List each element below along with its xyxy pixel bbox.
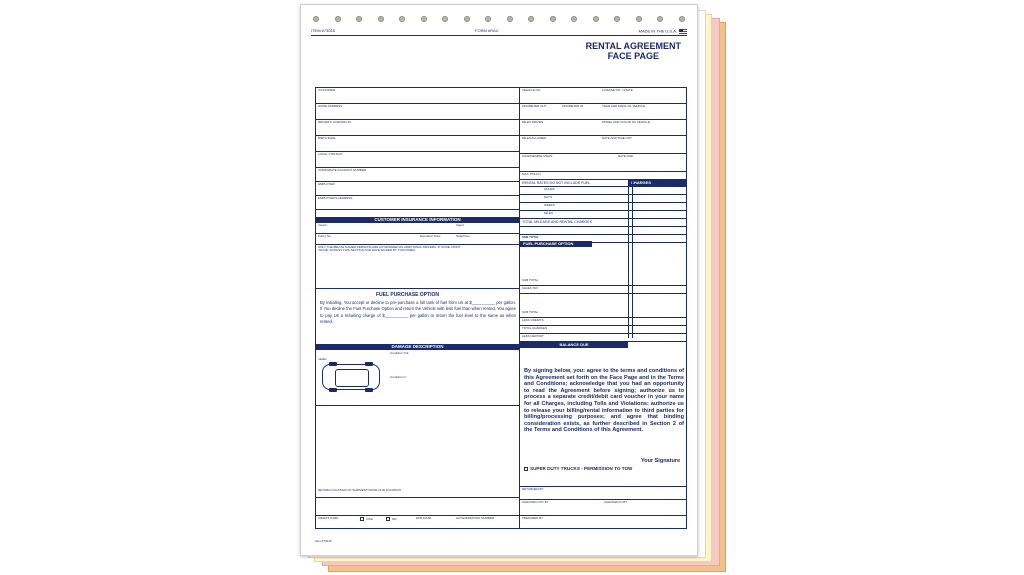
signature-line[interactable]: Your Signature xyxy=(640,458,680,464)
miles-driven-field[interactable]: MILES DRIVEN MODEL AND COLOR OF VEHICLE xyxy=(520,120,686,136)
payment-method-field[interactable]: CREDIT CARD VISA MC EXP. DATE AUTHORIZATION NUMBER xyxy=(318,516,495,521)
vehicle-number-field[interactable]: VEHICLE NO. LICENSE NO. / STATE xyxy=(520,88,686,104)
rate-hours[interactable]: HOURS xyxy=(520,187,686,195)
charge-row-sales-tax[interactable]: SALES TAX xyxy=(520,286,686,294)
us-flag-icon xyxy=(679,29,687,34)
checked-out-by-field[interactable]: CHECKED OUT BY CHECKED IN BY xyxy=(520,500,686,516)
charge-row-deposit[interactable]: LESS DEPOSIT xyxy=(520,334,686,342)
charge-row-subtotal[interactable]: SUB TOTAL xyxy=(520,278,686,286)
vehicle-condition-field[interactable] xyxy=(316,498,519,516)
form-stack xyxy=(300,4,698,564)
balance-due-header: BALANCE DUE xyxy=(520,342,628,348)
damage-section-header: DAMAGE DESCRIPTION xyxy=(316,344,519,350)
corporate-account-field[interactable]: CORPORATE ACCOUNT NUMBER xyxy=(316,168,519,182)
miles-allowed-field[interactable]: MILES ALLOWED DATE AND TIME OUT xyxy=(520,136,686,154)
local-contact-field[interactable]: LOCAL CONTACT xyxy=(316,152,519,168)
rate-weeks[interactable]: WEEKS xyxy=(520,203,686,211)
item-number: ITEM #73015 xyxy=(311,28,336,33)
refueling-row[interactable] xyxy=(520,227,686,235)
left-column xyxy=(316,88,520,528)
page-title: RENTAL AGREEMENT FACE PAGE xyxy=(585,41,681,61)
form-header xyxy=(311,29,687,36)
birth-date-field[interactable]: BIRTH DATE xyxy=(316,136,519,152)
home-address-field[interactable]: HOME ADDRESS xyxy=(316,104,519,120)
returned-by-field[interactable]: RETURNED BY xyxy=(520,486,686,500)
fuel-option-heading: FUEL PURCHASE OPTION xyxy=(376,292,439,298)
customer-field[interactable]: CUSTOMER xyxy=(316,88,519,104)
rental-agreement-page xyxy=(300,4,698,556)
right-column xyxy=(520,88,686,528)
tow-permission[interactable]: SUPER DUTY TRUCKS - PERMISSION TO TOW xyxy=(524,466,632,472)
fuel-option-text: By initialing, You accept or decline to pre-purchase a full tank of fuel from Us at $__________ per gallon. If You decline the Fuel Purchase Option and return the Vehicle with less fuel than when rented, You agree to pay Us a refueling charge of $__________ per gallon to return the fuel level to the same as when rented. xyxy=(320,300,516,325)
fuel-option-right-header: FUEL PURCHASE OPTION xyxy=(520,241,592,247)
made-in-usa: MADE IN THE U.S.A. xyxy=(639,29,687,34)
drivers-license-field[interactable]: DRIVER'S LICENSE NO. xyxy=(316,120,519,136)
agreement-terms-text: By signing below, you: agree to the terms and conditions of this Agreement set forth on the Face Page and in the Terms and Conditions; acknowledge that you had an opportunity to read the Agreement before signing; authorize us to process a separate credit/debit card voucher in your name for all Charges, including Tolls and Violations; authorize us to release your billing/rental information to third parties for billing/processing purposes; and agree that binding consideration exists, as further described in Section 2 of the Terms and Conditions of this Agreement. xyxy=(524,368,684,434)
insurer-field[interactable]: Insurer Agent xyxy=(316,223,519,234)
max-policy-field[interactable]: MAX. POLICY xyxy=(520,172,686,180)
total-mileage-row: TOTAL MILEAGE AND RENTAL CHARGES xyxy=(520,219,686,227)
employer-field[interactable]: EMPLOYER xyxy=(316,182,519,196)
charges-header: CHARGES xyxy=(628,180,686,186)
rates-note: RENTAL RATES DO NOT INCLUDE FUEL xyxy=(520,180,686,187)
binding-holes xyxy=(313,16,685,22)
charge-row-total[interactable]: TOTAL CHARGES xyxy=(520,326,686,334)
charge-row-subtotal-2[interactable]: SUB TOTAL xyxy=(520,310,686,318)
policy-field[interactable]: Policy No. Expiration Date Telephone xyxy=(316,234,519,245)
insurance-section-header: CUSTOMER INSURANCE INFORMATION xyxy=(316,217,519,223)
footer-item-number: Item #73015 xyxy=(315,538,332,543)
damage-diagram-area[interactable]: Initials Condition Out: Condition In: xyxy=(316,350,519,406)
prepared-by-field[interactable]: PREPARED BY xyxy=(522,516,544,520)
checkbox-icon xyxy=(524,467,528,471)
odometer-field[interactable]: ODOMETER OUT ODOMETER IN YEAR AND MAKE OF VEHICLE xyxy=(520,104,686,120)
rate-days[interactable]: DAYS xyxy=(520,195,686,203)
chargeable-miles-field[interactable]: CHARGEABLE MILES DATE DUE xyxy=(520,154,686,172)
return-location-field[interactable]: RETURN LOCATION OF SHIPMENT FROM OUR LOCATION xyxy=(316,488,519,498)
employer-address-field[interactable]: EMPLOYER'S ADDRESS xyxy=(316,196,519,210)
additional-drivers-section[interactable]: ONLY THE BELOW NAMED PERSONS ARE AUTHORIZED AS ADDITIONAL DRIVERS. IF NONE, PRINT "NONE" ACROSS THIS SECTION AND HAVE SIGNED BY CUSTOMER. xyxy=(316,245,519,289)
charge-row-credits[interactable]: LESS CREDITS xyxy=(520,318,686,326)
form-number: FORM #RAC xyxy=(475,28,499,33)
rate-miles[interactable]: MILES xyxy=(520,211,686,219)
sub-total-row: SUB TOTAL xyxy=(520,235,686,243)
vehicle-diagram-icon xyxy=(322,364,380,390)
agreement-form xyxy=(315,87,687,529)
